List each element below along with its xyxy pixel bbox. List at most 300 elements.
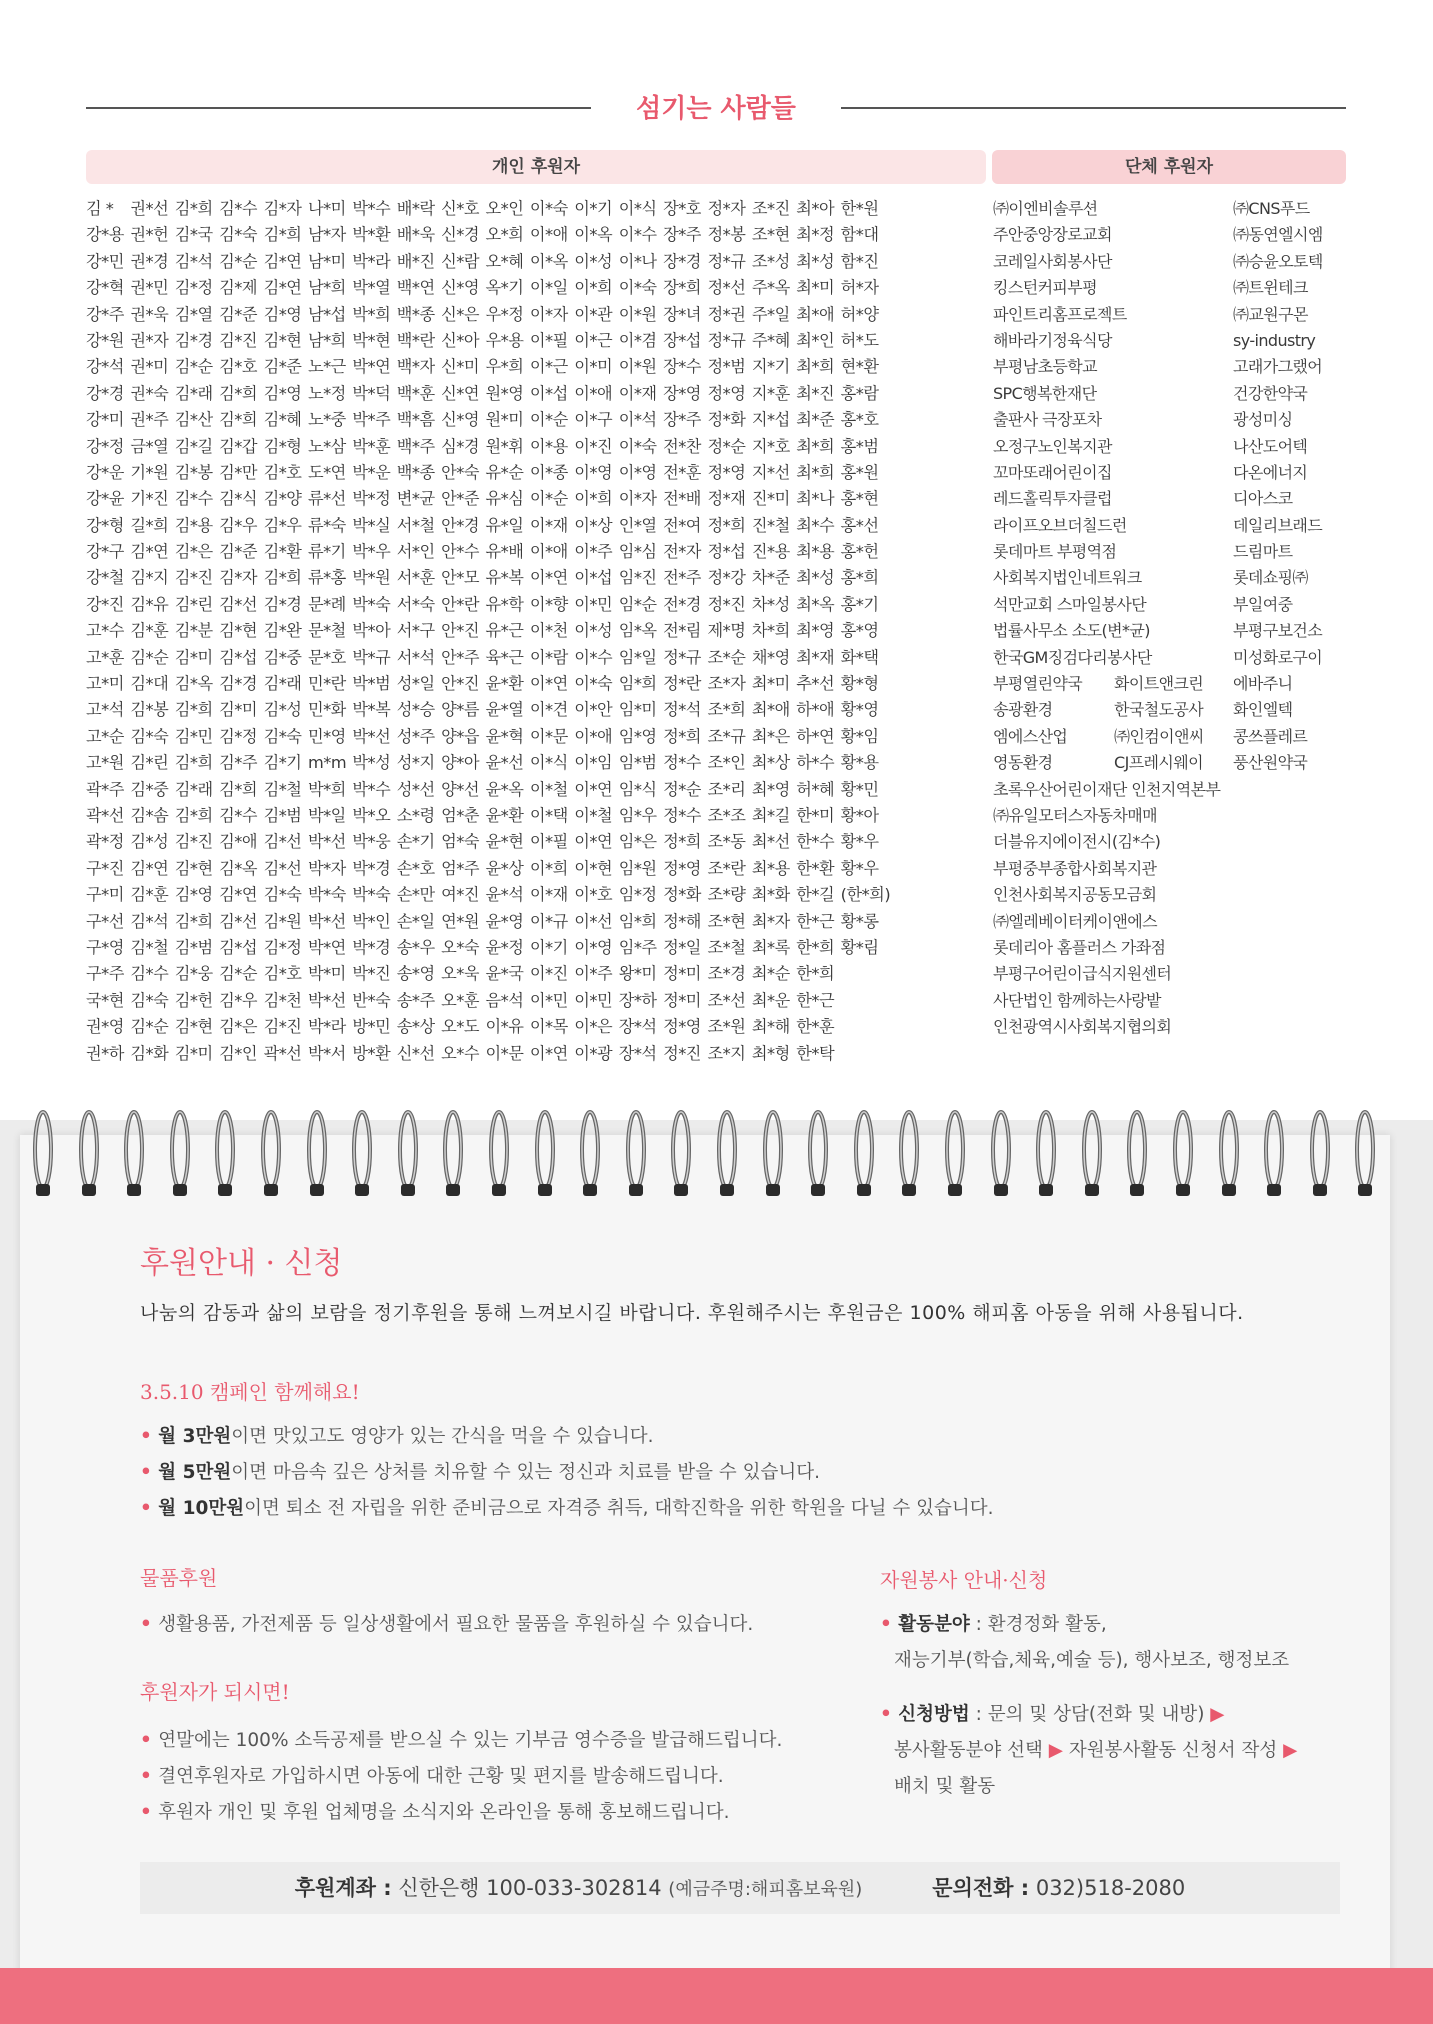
donor-name: 정*순 xyxy=(707,436,746,456)
donor-name: 김 * xyxy=(86,199,114,218)
donor-name: 정*강 xyxy=(707,568,746,588)
donor-name: 김*범 xyxy=(263,805,302,825)
group-donor-row xyxy=(993,381,1353,407)
donor-name: 전*주 xyxy=(663,568,701,588)
donor-name: 지*훈 xyxy=(751,383,790,403)
donor-name: 안*모 xyxy=(441,568,479,588)
sponsor-benefit-item: • 후원자 개인 및 후원 업체명을 소식지와 온라인을 통해 홍보해드립니다. xyxy=(140,1802,730,1823)
donor-name: 김*진 xyxy=(174,568,213,588)
donor-name: 전*여 xyxy=(663,515,701,535)
donor-row xyxy=(86,328,991,354)
group-donor-name: 더블유지에이전시(김*수) xyxy=(993,832,1161,852)
group-donor-name: CJ프레시웨이 xyxy=(1114,753,1203,773)
donor-name: 백*자 xyxy=(396,357,435,377)
donor-name: 권*주 xyxy=(130,410,169,430)
donor-name: 이*필 xyxy=(529,832,568,852)
donor-name: 박*훈 xyxy=(352,436,391,456)
donor-name: 신*아 xyxy=(441,330,479,350)
donor-name: 김*호 xyxy=(263,964,302,984)
donor-row xyxy=(86,434,991,460)
donor-name: 박*선 xyxy=(307,990,346,1010)
donor-name: 곽*선 xyxy=(263,1043,302,1063)
sponsor-benefit-item: • 결연후원자로 가입하시면 아동에 대한 근황 및 편지를 발송해드립니다. xyxy=(140,1766,724,1787)
donor-name: 서*숙 xyxy=(396,594,435,614)
donor-name: 정*진 xyxy=(707,594,746,614)
donor-name: 이*옥 xyxy=(529,251,568,271)
donor-name: 김*우 xyxy=(219,515,258,535)
donor-name: 김*수 xyxy=(219,199,258,218)
donor-name: 정*규 xyxy=(707,330,746,350)
group-donor-row xyxy=(993,222,1353,248)
donor-name: 조*리 xyxy=(707,779,746,799)
donor-name: 김*현 xyxy=(219,621,258,641)
donor-name: 김*은 xyxy=(174,542,213,562)
donor-name: 신*경 xyxy=(441,225,479,245)
group-donor-name: 화인엘텍 xyxy=(1233,700,1293,720)
donor-row xyxy=(86,513,991,539)
donor-row xyxy=(86,988,991,1014)
donor-row xyxy=(86,407,991,433)
donor-name: 임*원 xyxy=(618,858,657,878)
donor-name: 박*선 xyxy=(307,911,346,931)
donor-name: 박*라 xyxy=(352,251,391,271)
donor-name: 박*웅 xyxy=(352,832,391,852)
donor-name: 기*진 xyxy=(130,489,169,509)
spiral-ring-icon xyxy=(623,1098,649,1218)
donor-name: 박*숙 xyxy=(307,885,346,905)
donor-name: 김*희 xyxy=(263,568,302,588)
donor-name: 최*화 xyxy=(751,885,790,905)
group-donor-name: 송광환경 xyxy=(993,700,1053,720)
donor-name: 엄*춘 xyxy=(441,805,479,825)
donor-name: 박*우 xyxy=(352,542,391,562)
donor-name: 김*순 xyxy=(219,964,258,984)
spiral-ring-icon xyxy=(167,1098,193,1218)
donor-name: 임*식 xyxy=(618,779,657,799)
donor-name: 왕*미 xyxy=(618,964,657,984)
donor-name: 김*영 xyxy=(263,383,302,403)
donor-name: 최*준 xyxy=(796,410,835,430)
donor-name: 장*희 xyxy=(663,278,701,298)
donor-name: 박*복 xyxy=(352,700,391,720)
donor-name: 윤*선 xyxy=(485,753,524,773)
donor-name: 박*미 xyxy=(307,964,346,984)
volunteer-method-line1: • 신청방법 : 문의 및 상담(전화 및 내방) ▶ xyxy=(880,1704,1225,1725)
donor-name: 조*현 xyxy=(707,911,746,931)
donor-name: 민*영 xyxy=(307,726,346,746)
donor-name: 방*환 xyxy=(352,1043,391,1063)
donor-name: 정*영 xyxy=(707,383,746,403)
donor-name: 김*진 xyxy=(263,1017,302,1037)
donor-name: 신*연 xyxy=(441,383,479,403)
donor-name: 이*숙 xyxy=(529,199,568,218)
account-holder: (예금주명:해피홈보육원) xyxy=(668,1879,863,1900)
donor-name: 하*애 xyxy=(796,700,835,720)
spiral-ring-icon xyxy=(714,1098,740,1218)
donor-name: 이*규 xyxy=(529,911,568,931)
donor-name: 손*일 xyxy=(396,911,435,931)
group-donor-name: 롯데쇼핑㈜ xyxy=(1233,568,1308,588)
donor-name: 이*기 xyxy=(574,199,613,218)
donor-name: 이*필 xyxy=(529,330,568,350)
donor-name: 강*석 xyxy=(86,357,124,377)
group-donor-name: 인천사회복지공동모금회 xyxy=(993,885,1157,905)
group-donor-name: 주안중앙장로교회 xyxy=(993,225,1112,245)
donor-name: 곽*정 xyxy=(86,832,124,852)
donor-name: 김*완 xyxy=(263,621,302,641)
donor-name: 유*학 xyxy=(485,594,524,614)
donor-name: 권*욱 xyxy=(130,304,169,324)
donor-name: 이*식 xyxy=(618,199,657,218)
donor-name: 최*옥 xyxy=(796,594,835,614)
donor-name: 윤*석 xyxy=(485,885,524,905)
donor-name: 김*산 xyxy=(174,410,213,430)
group-donor-name: ㈜트윈테크 xyxy=(1233,278,1308,298)
donor-name: 최*영 xyxy=(796,621,835,641)
donor-name: 곽*선 xyxy=(86,805,124,825)
donor-name: 진*용 xyxy=(751,542,790,562)
donor-name: 김*영 xyxy=(263,304,302,324)
group-donor-name: 콩쓰플레르 xyxy=(1233,726,1308,746)
donor-name: 고*수 xyxy=(86,621,124,641)
donor-name: 조*진 xyxy=(751,199,790,218)
donor-name: 강*진 xyxy=(86,594,124,614)
donor-name: 유*복 xyxy=(485,568,524,588)
donor-name: 정*영 xyxy=(663,858,701,878)
donor-name: 홍*선 xyxy=(840,515,879,535)
donor-name: 이*유 xyxy=(485,1017,524,1037)
donor-name: 최*형 xyxy=(751,1043,790,1063)
donor-name: 박*실 xyxy=(352,515,391,535)
donor-name: 양*름 xyxy=(441,700,479,720)
volunteer-method-line3: 배치 및 활동 xyxy=(894,1776,996,1797)
donor-name: 박*원 xyxy=(352,568,391,588)
donor-name: 정*영 xyxy=(707,462,746,482)
donor-name: 김*수 xyxy=(130,964,169,984)
donor-name: 박*숙 xyxy=(352,594,391,614)
donor-name: 강*철 xyxy=(86,568,124,588)
donor-name: 이*선 xyxy=(574,911,613,931)
donor-name: 이*일 xyxy=(529,278,568,298)
donor-name: 이*재 xyxy=(529,515,568,535)
group-donor-row xyxy=(993,935,1353,961)
donor-name: 민*화 xyxy=(307,700,346,720)
donor-name: 백*훈 xyxy=(396,383,435,403)
donor-name: 유*근 xyxy=(485,621,524,641)
donor-name: 김*린 xyxy=(130,753,169,773)
donor-name: 강*원 xyxy=(86,330,124,350)
donor-name: 이*희 xyxy=(574,278,613,298)
donor-row xyxy=(86,302,991,328)
donor-name: 서*인 xyxy=(396,542,435,562)
donor-name: 김*희 xyxy=(174,199,213,218)
group-donor-name: 법률사무소 소도(변*균) xyxy=(993,621,1150,641)
donor-name: 장*석 xyxy=(618,1017,657,1037)
donor-name: 백*연 xyxy=(396,278,435,298)
donor-name: 이*천 xyxy=(529,621,568,641)
group-donor-name: 롯데마트 부평역점 xyxy=(993,542,1117,562)
donor-name: 허*자 xyxy=(840,278,879,298)
donor-name: 신*호 xyxy=(441,199,479,218)
donor-name: 김*희 xyxy=(263,225,302,245)
donor-name: 김*양 xyxy=(263,489,302,509)
donor-name: 최*아 xyxy=(796,199,835,218)
group-donor-name: 파인트리홈프로젝트 xyxy=(993,304,1127,324)
donor-name: 김*성 xyxy=(130,832,169,852)
donor-name: 홍*영 xyxy=(840,621,879,641)
bullet: • xyxy=(140,1614,159,1635)
spiral-ring-icon xyxy=(440,1098,466,1218)
donor-name: 박*경 xyxy=(352,858,391,878)
goods-donation-title: 물품후원 xyxy=(140,1566,218,1590)
donor-name: 서*훈 xyxy=(396,568,435,588)
group-donor-row xyxy=(993,645,1353,671)
donor-name: 지*선 xyxy=(751,462,790,482)
donor-name: 최*재 xyxy=(796,647,835,667)
donor-name: 정*화 xyxy=(663,885,701,905)
donor-name: 조*원 xyxy=(707,1017,746,1037)
spiral-ring-icon xyxy=(121,1098,147,1218)
donor-name: 우*희 xyxy=(485,357,524,377)
donor-name: 송*우 xyxy=(396,937,435,957)
donor-name: 박*열 xyxy=(352,278,391,298)
donor-name: 정*화 xyxy=(707,410,746,430)
donor-name: 정*희 xyxy=(663,726,701,746)
donor-name: 원*미 xyxy=(485,410,524,430)
group-donor-name: 드림마트 xyxy=(1233,542,1293,562)
donor-name: 황*우 xyxy=(840,858,879,878)
donor-name: 박*희 xyxy=(352,304,391,324)
sponsor-benefits-title: 후원자가 되시면! xyxy=(140,1680,290,1704)
group-donor-row xyxy=(993,777,1353,803)
donor-name: 임*주 xyxy=(618,937,657,957)
group-donor-name: 부일여중 xyxy=(1233,594,1293,614)
group-donor-row xyxy=(993,1014,1353,1040)
donor-row xyxy=(86,275,991,301)
donor-name: 김*중 xyxy=(130,779,169,799)
donor-row xyxy=(86,803,991,829)
sponsor-benefit-item: • 연말에는 100% 소득공제를 받으실 수 있는 기부금 영수증을 발급해드립니다. xyxy=(140,1730,783,1751)
group-donor-name: 고래가그랬어 xyxy=(1233,357,1323,377)
donor-name: 김*자 xyxy=(219,568,258,588)
donor-name: 강*정 xyxy=(86,436,124,456)
donor-name: 이*진 xyxy=(574,436,613,456)
donor-name: 정*순 xyxy=(663,779,701,799)
donor-name: 한*미 xyxy=(796,805,835,825)
donor-name: 류*선 xyxy=(307,489,346,509)
donor-name: 차*희 xyxy=(751,621,790,641)
group-donor-name: 미성화로구이 xyxy=(1233,647,1323,667)
group-donor-row xyxy=(993,961,1353,987)
donor-name: 구*미 xyxy=(86,885,124,905)
group-donor-name: 부평남초등학교 xyxy=(993,357,1097,377)
account-label: 후원계좌 : xyxy=(294,1876,392,1900)
donor-row xyxy=(86,381,991,407)
donor-name: 송*상 xyxy=(396,1017,435,1037)
spiral-ring-icon xyxy=(896,1098,922,1218)
donor-name: 이*자 xyxy=(529,304,568,324)
donor-name: 김*헌 xyxy=(174,990,213,1010)
spiral-ring-icon xyxy=(258,1098,284,1218)
donor-name: 이*광 xyxy=(574,1043,613,1063)
donor-name: 지*섭 xyxy=(751,410,790,430)
donor-name: 최*상 xyxy=(751,753,790,773)
group-donor-list xyxy=(993,196,1353,1041)
donor-name: 기*원 xyxy=(130,462,169,482)
donor-name: 김*수 xyxy=(174,489,213,509)
donor-name: 반*숙 xyxy=(352,990,391,1010)
donor-name: 김*섭 xyxy=(219,647,258,667)
donor-name: 김*현 xyxy=(263,330,302,350)
donor-name: 이*섭 xyxy=(529,383,568,403)
donor-name: 김*민 xyxy=(174,726,213,746)
support-intro: 나눔의 감동과 삶의 보람을 정기후원을 통해 느껴보시길 바랍니다. 후원해주시는 후원금은 100% 해피홈 아동을 위해 사용됩니다. xyxy=(140,1302,1244,1324)
group-donor-name: 나산도어텍 xyxy=(1233,436,1308,456)
group-donor-name: ㈜이엔비솔루션 xyxy=(993,199,1098,218)
donor-name: 김*국 xyxy=(174,225,213,245)
donor-name: 임*진 xyxy=(618,568,657,588)
donor-name: 이*호 xyxy=(574,885,613,905)
donor-name: 이*민 xyxy=(529,990,568,1010)
donor-name: 박*환 xyxy=(352,225,391,245)
group-donor-name: ㈜CNS푸드 xyxy=(1233,199,1310,218)
donor-name: 윤*국 xyxy=(485,964,524,984)
donor-name: 박*연 xyxy=(307,937,346,957)
group-donor-name: 건강한약국 xyxy=(1233,383,1308,403)
donor-name: 황*아 xyxy=(840,805,879,825)
donor-name: 황*임 xyxy=(840,726,879,746)
donor-name: 노*중 xyxy=(307,410,346,430)
donor-name: 이*문 xyxy=(485,1043,524,1063)
donor-name: 조*성 xyxy=(751,251,790,271)
donor-name: 박*주 xyxy=(352,410,391,430)
donor-name: 박*서 xyxy=(307,1043,346,1063)
donor-name: 전*배 xyxy=(663,489,701,509)
donor-name: 방*민 xyxy=(352,1017,391,1037)
donor-name: 이*현 xyxy=(574,858,613,878)
donor-name: 이*애 xyxy=(529,542,568,562)
donor-name: 남*희 xyxy=(307,330,346,350)
group-donor-name: SPC행복한재단 xyxy=(993,383,1097,403)
group-donor-name: 킹스턴커피부평 xyxy=(993,278,1097,298)
donor-name: 국*현 xyxy=(86,990,124,1010)
donor-name: 조*지 xyxy=(707,1043,746,1063)
donor-name: 박*자 xyxy=(307,858,346,878)
donor-name: 김*호 xyxy=(263,462,302,482)
donor-name: 이*근 xyxy=(574,330,613,350)
donor-name: 전*경 xyxy=(663,594,701,614)
donor-name: 김*환 xyxy=(263,542,302,562)
donor-name: 한*원 xyxy=(840,199,879,218)
donor-name: 조*순 xyxy=(707,647,746,667)
donor-name: 한*길 xyxy=(796,885,835,905)
donor-name: 성*선 xyxy=(396,779,435,799)
donor-name: 이*관 xyxy=(574,304,613,324)
spiral-ring-icon xyxy=(1170,1098,1196,1218)
donor-name: 이*영 xyxy=(574,937,613,957)
account-info-bar xyxy=(140,1862,1340,1914)
donor-name: 김*지 xyxy=(130,568,169,588)
donor-name: 이*애 xyxy=(529,225,568,245)
donor-name: 변*균 xyxy=(396,489,435,509)
donor-name: 이*성 xyxy=(574,251,613,271)
donor-name: 김*정 xyxy=(174,278,213,298)
donor-name: 최*길 xyxy=(751,805,790,825)
donor-name: 고*원 xyxy=(86,753,124,773)
donor-name: 도*연 xyxy=(307,462,346,482)
donor-name: 백*종 xyxy=(396,304,435,324)
spiral-ring-icon xyxy=(76,1098,102,1218)
donor-name: 이*주 xyxy=(574,542,613,562)
donor-name: 최*선 xyxy=(751,832,790,852)
donor-name: 박*경 xyxy=(352,937,391,957)
donor-name: 김*준 xyxy=(219,542,258,562)
donor-name: 안*준 xyxy=(441,489,479,509)
donor-name xyxy=(841,1041,885,1067)
donor-name: 이*람 xyxy=(529,647,568,667)
group-donor-name: 디아스코 xyxy=(1233,489,1293,509)
volunteer-field-line2: 재능기부(학습,체육,예술 등), 행사보조, 행정보조 xyxy=(894,1650,1290,1671)
donor-name: 윤*정 xyxy=(485,937,524,957)
group-donor-name: 인천광역시사회복지협의회 xyxy=(993,1017,1172,1037)
donor-name: 김*자 xyxy=(263,199,302,218)
group-donor-name: 초록우산어린이재단 인천지역본부 xyxy=(993,779,1221,799)
donor-name: 정*자 xyxy=(707,199,746,218)
donor-name: 최*용 xyxy=(796,542,835,562)
donor-name: 장*영 xyxy=(663,383,701,403)
donor-name: 김*경 xyxy=(263,594,302,614)
donor-name: 노*정 xyxy=(307,383,346,403)
donor-name: 이*철 xyxy=(574,805,613,825)
donor-name: 김*연 xyxy=(130,858,169,878)
donor-name: 황*용 xyxy=(840,753,879,773)
donor-name: 차*성 xyxy=(751,594,790,614)
donor-name: 장*수 xyxy=(663,357,701,377)
donor-name: 김*봉 xyxy=(130,700,169,720)
donor-name: 최*성 xyxy=(796,568,835,588)
donor-name: 안*경 xyxy=(441,515,479,535)
donor-name: 정*해 xyxy=(663,911,701,931)
donor-name: 이*미 xyxy=(574,357,613,377)
donor-name: 유*심 xyxy=(485,489,524,509)
group-donor-name: ㈜교원구몬 xyxy=(1233,304,1308,324)
donor-name: 김*숙 xyxy=(219,225,258,245)
donor-row xyxy=(86,539,991,565)
donor-name: 백*흠 xyxy=(396,410,435,430)
page-title: 섬기는 사람들 xyxy=(636,94,796,124)
donor-name: 구*주 xyxy=(86,964,124,984)
donor-name: 한*환 xyxy=(796,858,835,878)
title-divider-right xyxy=(841,107,1346,109)
donor-name: 김*원 xyxy=(263,911,302,931)
donor-name: 최*용 xyxy=(751,858,790,878)
donor-name: 안*숙 xyxy=(441,462,479,482)
donor-name: 이*재 xyxy=(529,885,568,905)
donor-name: 황*민 xyxy=(840,779,879,799)
donor-name: 황*영 xyxy=(840,700,879,720)
donor-name: 홍*원 xyxy=(840,462,879,482)
donor-name: 송*주 xyxy=(396,990,435,1010)
spiral-ring-icon xyxy=(577,1098,603,1218)
donor-name: 임*희 xyxy=(618,911,657,931)
donor-name: 임*순 xyxy=(618,594,657,614)
group-donor-name: 코레일사회봉사단 xyxy=(993,251,1112,271)
donor-name: 함*대 xyxy=(840,225,879,245)
donor-name: 임*심 xyxy=(618,542,657,562)
donor-name: 박*정 xyxy=(352,489,391,509)
donor-name: 장*하 xyxy=(618,990,657,1010)
donor-name: 장*석 xyxy=(618,1043,657,1063)
